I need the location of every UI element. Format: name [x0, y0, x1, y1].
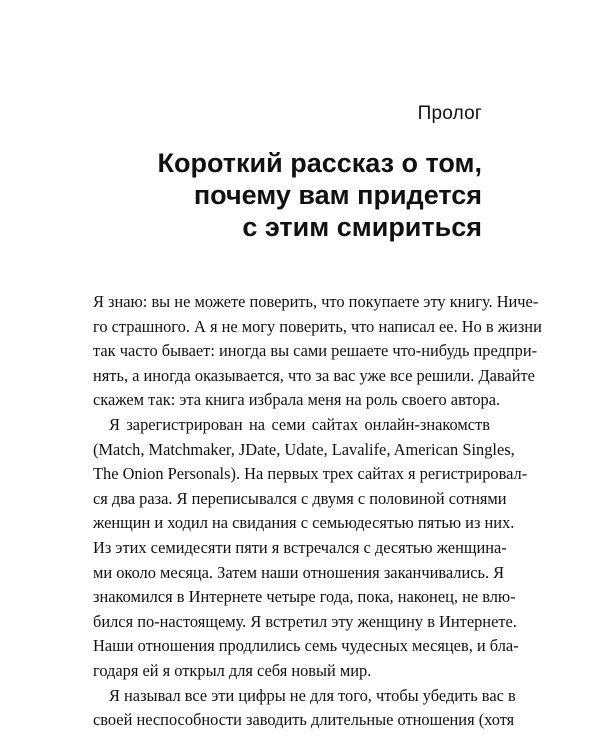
text-line: (Match, Matchmaker, JDate, Udate, Lavalife, American Singles,	[93, 439, 515, 459]
text-line: Я зарегистрирован на семи сайтах онлайн-знакомств	[109, 414, 490, 434]
text-line: скажем так: эта книга избрала меня на роль своего автора.	[93, 390, 501, 410]
text-line: Я знаю: вы не можете поверить, что покупаете эту книгу. Ниче-	[93, 292, 539, 311]
text-line: ми около месяца. Затем наши отношения заканчивались. Я	[93, 562, 505, 582]
chapter-title-line: с этим смириться	[242, 212, 482, 242]
chapter-label: Пролог	[417, 103, 482, 124]
text-line: го страшного. А я не могу поверить, что написал ее. Но в жизни	[93, 316, 542, 336]
text-line: нять, а иногда оказывается, что за вас уже все решили. Давайте	[93, 365, 535, 385]
text-line: своей неспособности заводить длительные отношения (хотя	[93, 710, 515, 730]
chapter-title-line: почему вам придется	[193, 180, 482, 210]
body-text	[93, 290, 542, 733]
text-line: так часто бывает: иногда вы сами решаете что-нибудь предпри-	[93, 341, 538, 361]
text-line: знакомился в Интернете четыре года, пока, наконец, не влю-	[93, 587, 516, 607]
text-line: Я называл все эти цифры не для того, чтобы убедить вас в	[109, 685, 516, 705]
text-line: бился по-настоящему. Я встретил эту женщину в Интернете.	[93, 611, 517, 631]
text-line: женщин и ходил на свидания с семьюдесятью пятью из них.	[93, 513, 515, 533]
text-line: The Onion Personals). На первых трех сайтах я регистрировал-	[93, 464, 528, 484]
text-line: Из этих семидесяти пяти я встречался с десятью женщина-	[93, 537, 507, 557]
text-line: Наши отношения продлились семь чудесных месяцев, и бла-	[93, 636, 519, 656]
chapter-title	[62, 147, 482, 243]
chapter-title-line: Короткий рассказ о том,	[157, 148, 482, 178]
text-line: ся два раза. Я переписывался с двумя с половиной сотнями	[93, 488, 507, 508]
text-line: годаря ей я открыл для себя новый мир.	[93, 660, 372, 680]
